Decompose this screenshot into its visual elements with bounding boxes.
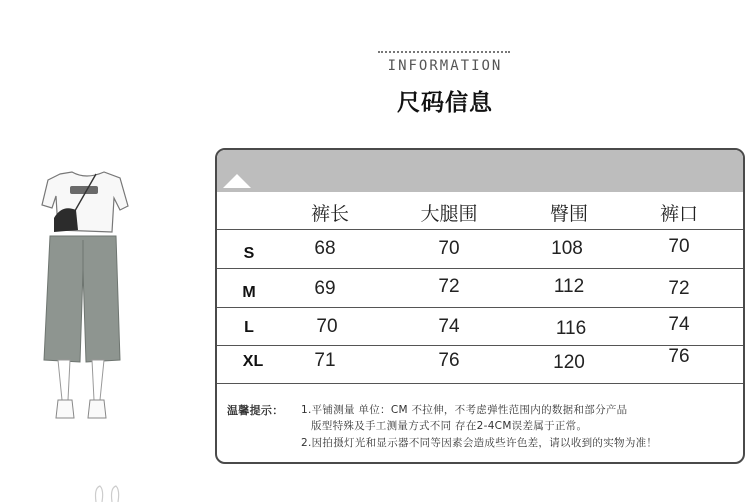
column-header-hip: 臀围 — [549, 203, 589, 225]
table-cell: 69 — [314, 278, 336, 299]
table-divider — [217, 229, 743, 230]
column-header-thigh: 大腿围 — [420, 203, 478, 225]
column-header-hem: 裤口 — [659, 203, 699, 225]
table-cell: 112 — [553, 276, 585, 297]
size-label-m: M — [242, 284, 256, 301]
table-cell: 71 — [314, 350, 336, 371]
table-cell: 76 — [668, 346, 690, 367]
header-dotted-rule — [378, 51, 510, 53]
table-cell: 120 — [553, 352, 585, 373]
table-cell: 70 — [668, 236, 690, 257]
size-table-panel — [215, 148, 745, 464]
panel-notch-decoration — [223, 174, 251, 188]
size-label-s: S — [243, 245, 255, 262]
table-divider — [217, 383, 743, 384]
table-cell: 108 — [551, 238, 583, 259]
page-title: 尺码信息 — [397, 90, 493, 116]
outfit-illustration — [28, 160, 138, 450]
table-cell: 116 — [555, 318, 587, 339]
table-divider — [217, 345, 743, 346]
table-cell: 76 — [438, 350, 460, 371]
table-cell: 74 — [668, 314, 690, 335]
notes-line-2: 版型特殊及手工测量方式不同 存在2-4CM误差属于正常。 — [311, 420, 588, 432]
information-label: INFORMATION — [387, 58, 503, 74]
table-divider — [217, 268, 743, 269]
table-cell: 72 — [668, 278, 690, 299]
bunny-doodle — [88, 484, 138, 502]
size-label-xl: XL — [242, 353, 264, 370]
table-cell: 70 — [438, 238, 460, 259]
table-cell: 68 — [314, 238, 336, 259]
table-cell: 74 — [438, 316, 460, 337]
notes-line-3: 2.因拍摄灯光和显示器不同等因素会造成些许色差，请以收到的实物为准！ — [301, 437, 658, 449]
notes-label: 温馨提示： — [227, 404, 284, 417]
panel-header-band — [217, 150, 743, 192]
size-label-l: L — [244, 319, 254, 336]
table-cell: 72 — [438, 276, 460, 297]
table-cell: 70 — [316, 316, 338, 337]
table-divider — [217, 307, 743, 308]
notes-line-1: 1.平铺测量 单位：CM 不拉伸，不考虑弹性范围内的数据和部分产品 — [301, 404, 628, 416]
column-header-length: 裤长 — [310, 203, 350, 225]
